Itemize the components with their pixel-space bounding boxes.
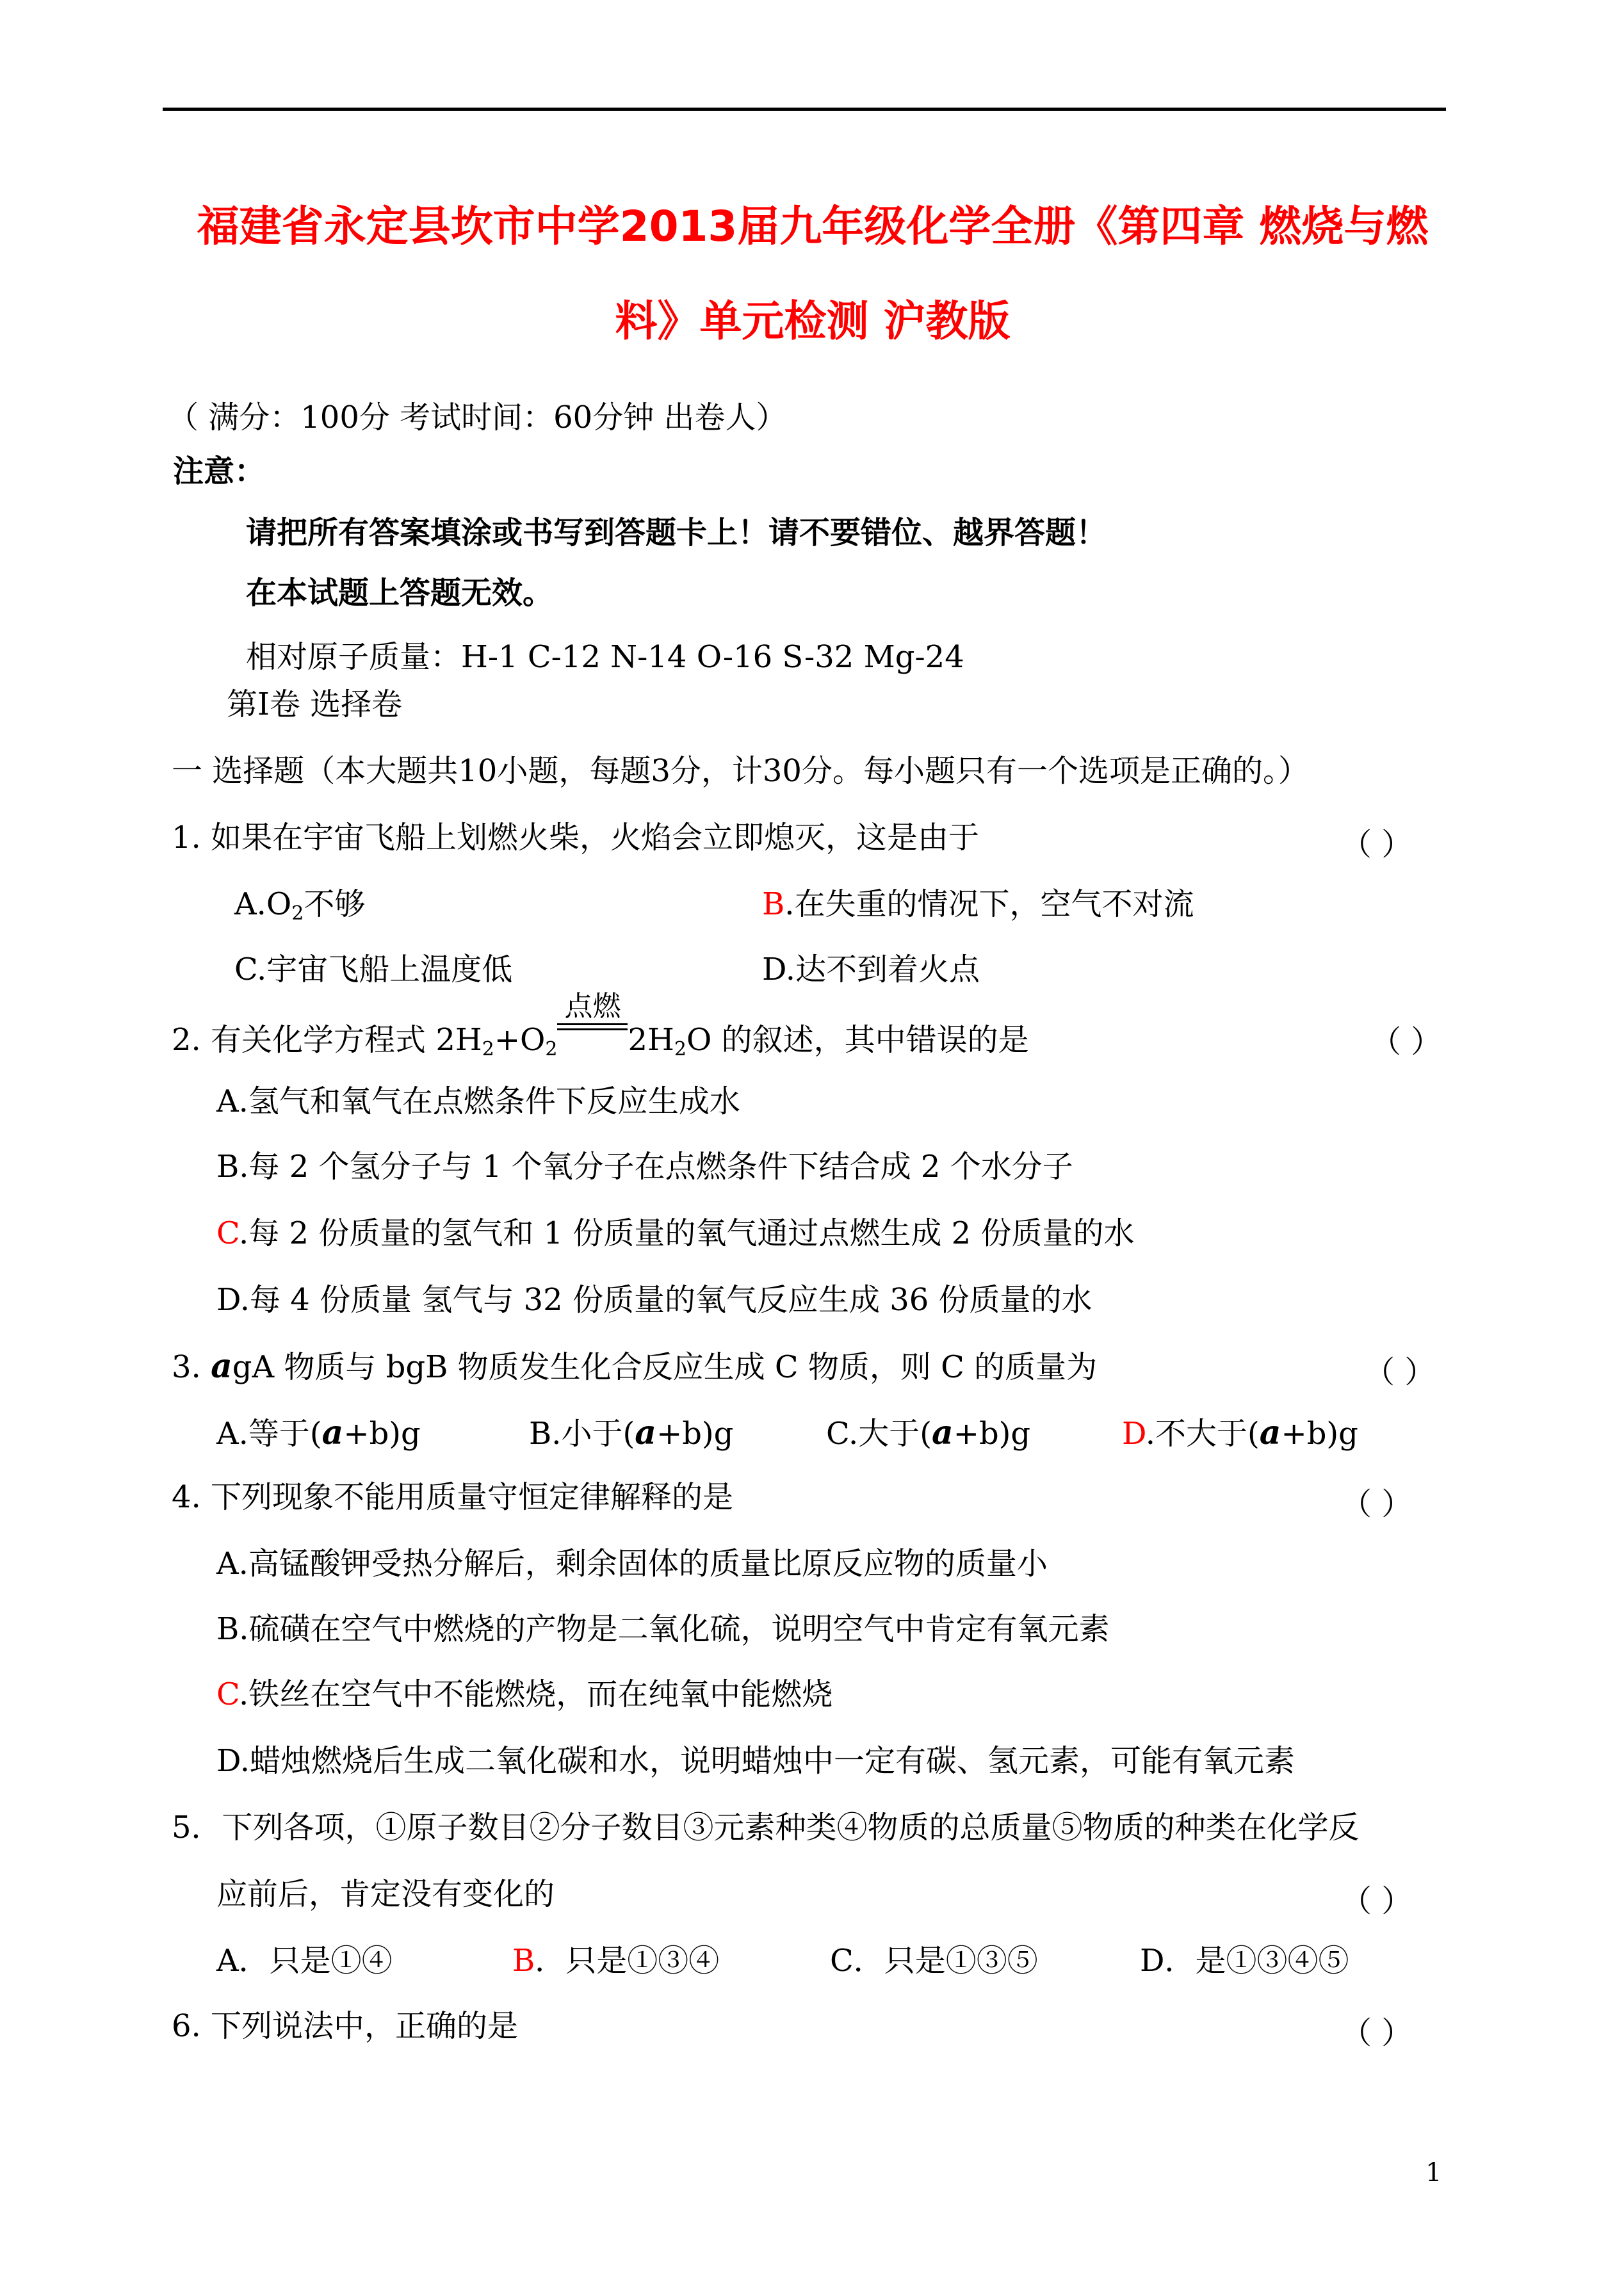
q1-option-c: C.宇宙飞船上温度低 — [234, 952, 513, 987]
notice-line2: 在本试题上答题无效。 — [246, 575, 554, 611]
q2-answer-paren: （ ） — [1370, 1024, 1442, 1060]
notice-label: 注意： — [173, 453, 266, 489]
exam-info: （ 满分：100分 考试时间：60分钟 出卷人） — [168, 400, 787, 435]
q3-stem: 3. agA 物质与 bgB 物质发生化合反应生成 C 物质，则 C 的质量为 — [172, 1347, 1098, 1386]
q2-answer-mark: C — [216, 1215, 240, 1251]
q3-option-c: C.大于(a+b)g — [826, 1413, 1031, 1452]
q5-option-a: A．只是①④ — [216, 1943, 393, 1979]
part-one-heading: 一 选择题（本大题共10小题，每题3分，计30分。每小题只有一个选项是正确的。） — [172, 753, 1309, 789]
q4-option-a: A.高锰酸钾受热分解后，剩余固体的质量比原反应物的质量小 — [216, 1546, 1048, 1582]
q3-answer-paren: （ ） — [1364, 1354, 1436, 1390]
q5-stem-line1: 5．下列各项，①原子数目②分子数目③元素种类④物质的总质量⑤物质的种类在化学反 — [172, 1810, 1360, 1845]
atomic-mass-line: 相对原子质量：H-1 C-12 N-14 O-16 S-32 Mg-24 — [246, 639, 964, 675]
q1-option-a: $A.O_2$不够 — [234, 886, 366, 925]
q4-option-d: D.蜡烛燃烧后生成二氧化碳和水，说明蜡烛中一定有碳、氢元素，可能有氧元素 — [216, 1743, 1295, 1779]
q6-answer-paren: （ ） — [1341, 2015, 1413, 2051]
header-rule — [163, 108, 1446, 111]
q2-option-a: A.氢气和氧气在点燃条件下反应生成水 — [216, 1083, 740, 1119]
reaction-condition-arrow: 点燃 — [557, 1019, 628, 1050]
q5-option-d: D．是①③④⑤ — [1140, 1943, 1349, 1979]
q5-answer-paren: （ ） — [1341, 1883, 1413, 1919]
document-title-line2: 料》单元检测 沪教版 — [615, 296, 1011, 346]
q1-stem: 1. 如果在宇宙飞船上划燃火柴，火焰会立即熄灭，这是由于 — [172, 820, 980, 856]
q1-answer-mark: B — [762, 886, 785, 922]
notice-line1: 请把所有答案填涂或书写到答题卡上！请不要错位、越界答题！ — [246, 515, 1107, 551]
q4-answer-mark: C — [216, 1676, 240, 1712]
q2-stem: 2. 有关化学方程式 $2H_2+O_2$ 点燃 $2H_2O$ 的叙述，其中错误的是 — [172, 990, 1029, 1060]
page-number: 1 — [1425, 2158, 1442, 2187]
document-title-line1: 福建省永定县坎市中学2013届九年级化学全册《第四章 燃烧与燃 — [197, 202, 1429, 251]
q3-option-a: A.等于(a+b)g — [216, 1413, 421, 1452]
q4-stem: 4. 下列现象不能用质量守恒定律解释的是 — [172, 1479, 734, 1515]
q3-option-d: D.不大于(a+b)g — [1122, 1413, 1358, 1452]
q1-option-b: B.在失重的情况下，空气不对流 — [762, 886, 1194, 922]
q4-option-c: C.铁丝在空气中不能燃烧，而在纯氧中能燃烧 — [216, 1676, 833, 1712]
q5-option-c: C．只是①③⑤ — [830, 1943, 1038, 1979]
q3-answer-mark: D — [1122, 1416, 1146, 1452]
q1-answer-paren: （ ） — [1341, 827, 1413, 863]
section-title: 第Ⅰ卷 选择卷 — [227, 686, 403, 722]
q2-option-b: B.每 2 个氢分子与 1 个氧分子在点燃条件下结合成 2 个水分子 — [216, 1149, 1073, 1185]
q3-option-b: B.小于(a+b)g — [529, 1413, 734, 1452]
q2-option-c: C.每 2 份质量的氢气和 1 份质量的氧气通过点燃生成 2 份质量的水 — [216, 1215, 1135, 1251]
q5-stem-line2: 应前后，肯定没有变化的 — [216, 1876, 555, 1912]
q2-option-d: D.每 4 份质量 氢气与 32 份质量的氧气反应生成 36 份质量的水 — [216, 1282, 1092, 1318]
q1-option-d: D.达不到着火点 — [762, 952, 980, 987]
q4-option-b: B.硫磺在空气中燃烧的产物是二氧化硫，说明空气中肯定有氧元素 — [216, 1611, 1110, 1647]
q4-answer-paren: （ ） — [1341, 1486, 1413, 1522]
q5-answer-mark: B — [512, 1943, 535, 1979]
q5-option-b: B．只是①③④ — [512, 1943, 720, 1979]
q6-stem: 6. 下列说法中，正确的是 — [172, 2008, 519, 2044]
